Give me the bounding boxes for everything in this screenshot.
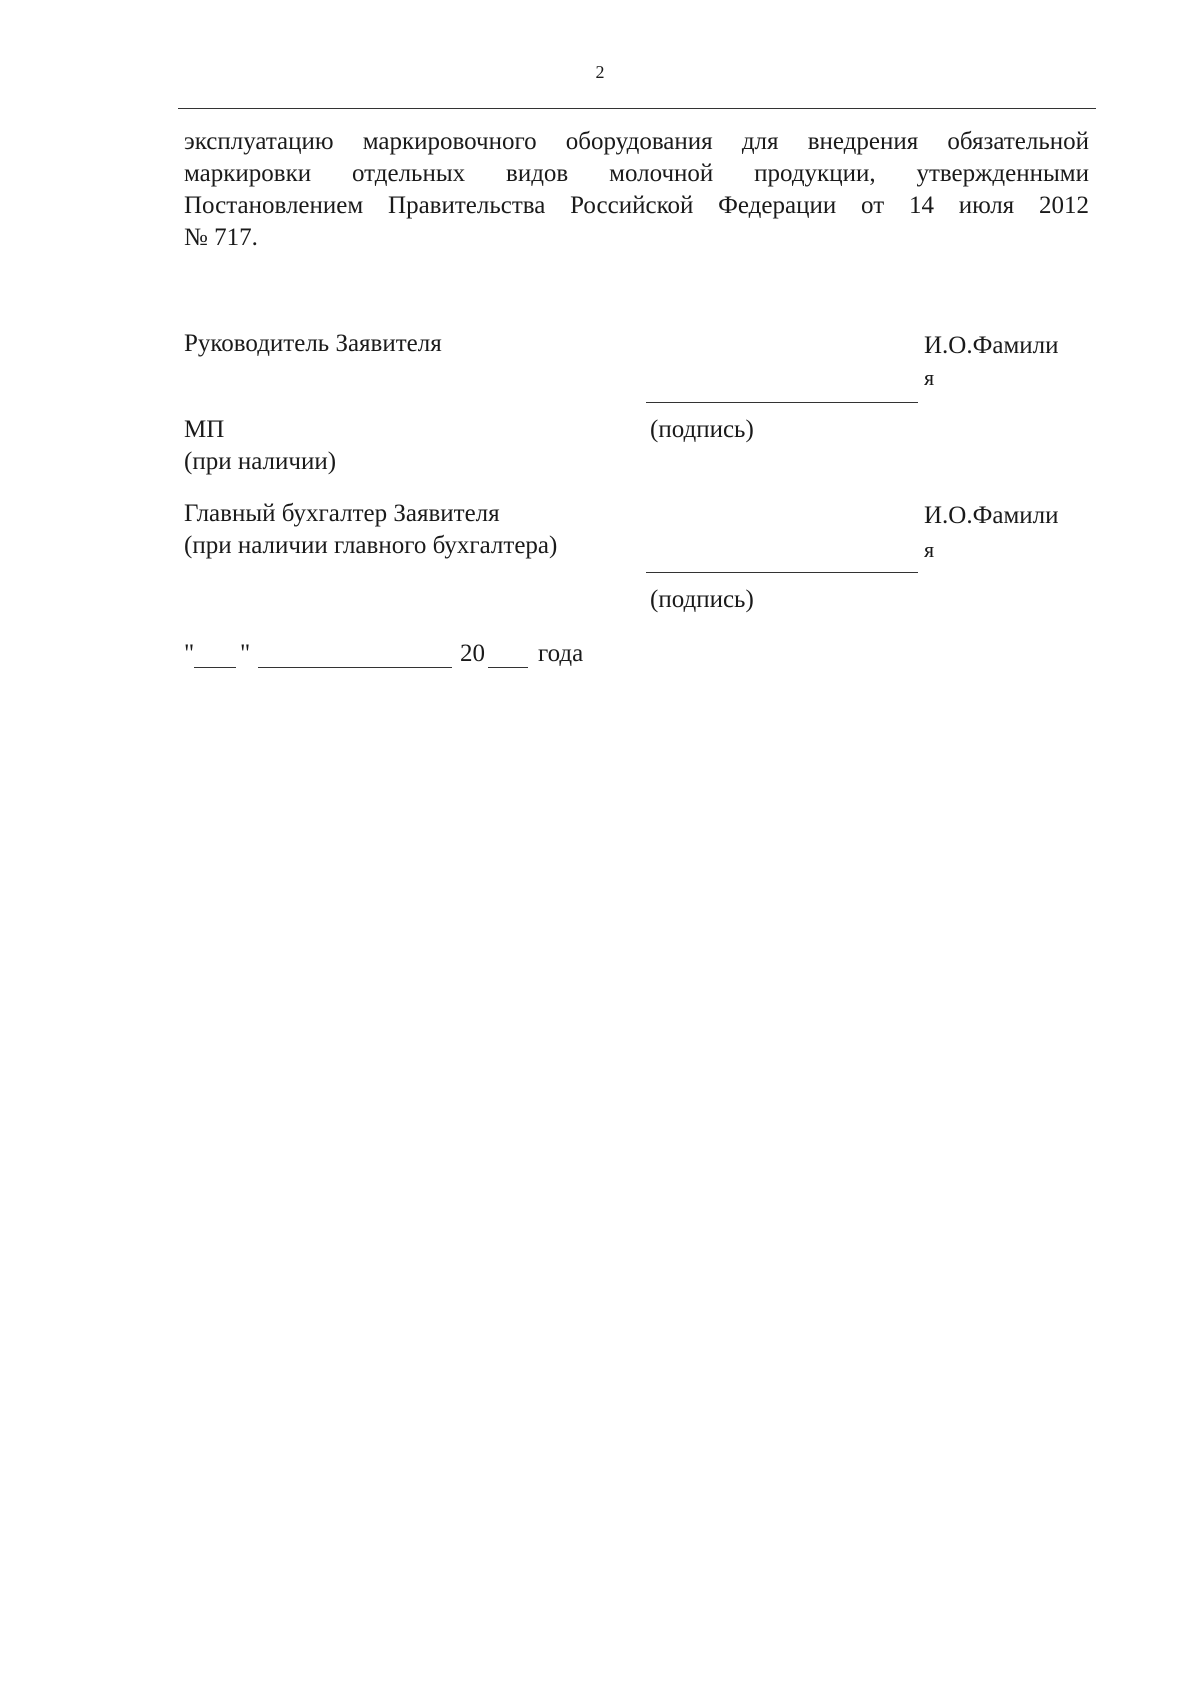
body-paragraph: [184, 126, 1089, 254]
stamp-label: МП: [184, 416, 225, 443]
page-number: 2: [595, 62, 605, 82]
head-name-line2: я: [924, 365, 935, 390]
date-suffix: года: [538, 640, 584, 667]
date-month-blank: [258, 667, 452, 668]
paragraph-line: эксплуатацию маркировочного оборудования для внедрения обязательной: [184, 128, 1089, 155]
accountant-title: Главный бухгалтер Заявителя: [184, 500, 500, 527]
accountant-title-note: (при наличии главного бухгалтера): [184, 532, 558, 559]
paragraph-line: маркировки отдельных видов молочной продукции, утвержденными: [184, 160, 1089, 187]
accountant-name-line2: я: [924, 537, 935, 562]
stamp-note: (при наличии): [184, 448, 337, 475]
date-year-prefix: 20: [460, 640, 485, 667]
head-name-line1: И.О.Фамили: [924, 332, 1059, 359]
header-rule: [178, 108, 1096, 109]
date-year-blank: [488, 667, 528, 668]
paragraph-line: Постановлением Правительства Российской Федерации от 14 июля 2012: [184, 192, 1089, 219]
head-signature-caption: (подпись): [650, 416, 754, 443]
date-day-blank: [194, 667, 236, 668]
date-quote-close: ": [240, 640, 251, 667]
accountant-name-line1: И.О.Фамили: [924, 502, 1059, 529]
accountant-signature-line: [646, 572, 918, 573]
paragraph-line: № 717.: [184, 224, 258, 251]
accountant-signature-caption: (подпись): [650, 586, 754, 613]
head-title: Руководитель Заявителя: [184, 330, 442, 357]
head-signature-line: [646, 402, 918, 403]
date-quote-open: ": [184, 640, 195, 667]
